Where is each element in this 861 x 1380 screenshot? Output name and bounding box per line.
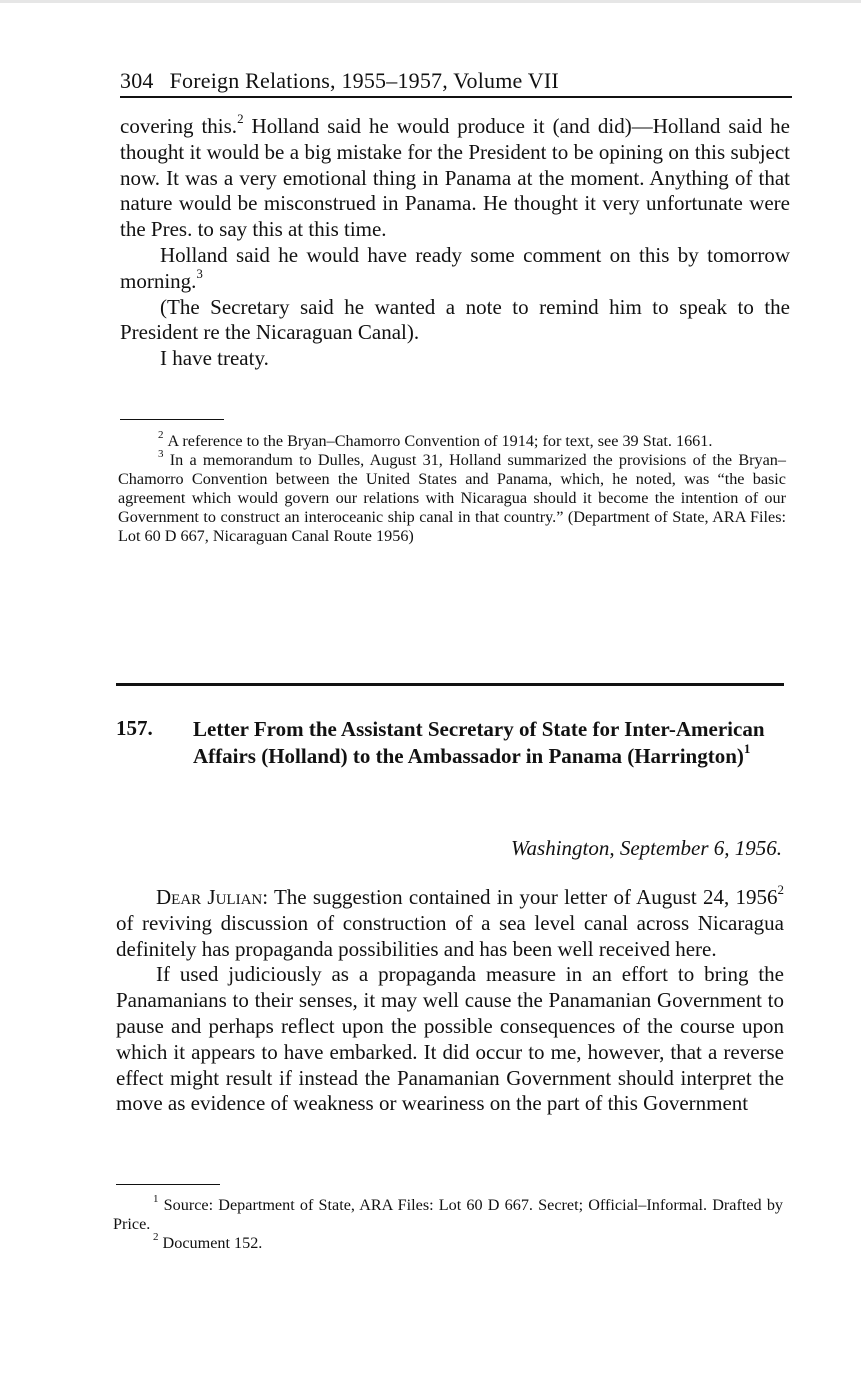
paragraph: Holland said he would have ready some comment on this by tomorrow morning.$^3$ — [120, 242, 790, 293]
paragraph: Dear Julian: The suggestion contained in your letter of August 24, 1956$^2$ of reviving discussion of construction of a sea level canal across Nicaragua definitely has propaganda possibilities and has been well received here. — [116, 882, 784, 961]
paragraph: I have treaty. — [160, 346, 269, 371]
section-divider — [116, 683, 784, 686]
page-number: 304 — [120, 68, 154, 93]
document-title: Letter From the Assistant Secretary of State for Inter-American Affairs (Holland) to the Ambassador in Panama (Harrington)$^1$ — [193, 717, 765, 768]
footnote-ref: 1 — [743, 741, 751, 756]
footnote: $^2$ A reference to the Bryan–Chamorro Convention of 1914; for text, see 39 Stat. 1661. — [158, 428, 713, 450]
footnote-rule — [120, 419, 224, 420]
running-title: Foreign Relations, 1955–1957, Volume VII — [169, 68, 559, 93]
continuation-text — [120, 111, 791, 372]
footnote: $^1$ Source: Department of State, ARA Files: Lot 60 D 667. Secret; Official–Informal. Drafted by Price. — [113, 1192, 784, 1233]
footnote-rule — [116, 1184, 220, 1185]
footnotes-bottom — [113, 1192, 784, 1253]
footnote: $^2$ Document 152. — [153, 1230, 263, 1252]
paragraph: If used judiciously as a propaganda measure in an effort to bring the Panamanians to their senses, it may well cause the Panamanian Government to pause and perhaps reflect upon the possible consequences of the course upon which it appears to have embarked. It did occur to me, however, that a reverse effect might result if instead the Panamanian Government should interpret the move as evidence of weakness or weariness on the part of this Government — [116, 962, 784, 1116]
footnote-ref: 3 — [196, 265, 203, 281]
running-header — [120, 62, 792, 98]
footnote: $^3$ In a memorandum to Dulles, August 31, Holland summarized the provisions of the Bryan–Chamorro Convention between the United States and Panama, which, he noted, was “the basic agreement which would govern our relations with Nicaragua should it become the intention of our Government to construct an interoceanic ship canal in that country.” (Department of State, ARA Files: Lot 60 D 667, Nicaraguan Canal Route 1956) — [118, 447, 786, 545]
footnotes-top — [118, 428, 786, 546]
page-top-edge — [0, 0, 861, 3]
salutation: Dear Julian: — [156, 885, 269, 909]
paragraph: (The Secretary said he wanted a note to remind him to speak to the President re the Nicaraguan Canal). — [120, 294, 790, 345]
paragraph: covering this.$^2$ Holland said he would produce it (and did)—Holland said he thought it would be a big mistake for the President to be opining on this subject now. It was a very emotional thing in Panama at the moment. Anything of that nature would be misconstrued in Panama. He thought it very unfortunate were the Pres. to say this at this time. — [120, 111, 791, 242]
document-number: 157. — [116, 716, 153, 740]
letter-body — [116, 882, 784, 1117]
footnote-ref: 2 — [777, 882, 784, 897]
dateline: Washington, September 6, 1956. — [510, 836, 782, 860]
footnote-ref: 2 — [237, 111, 244, 126]
